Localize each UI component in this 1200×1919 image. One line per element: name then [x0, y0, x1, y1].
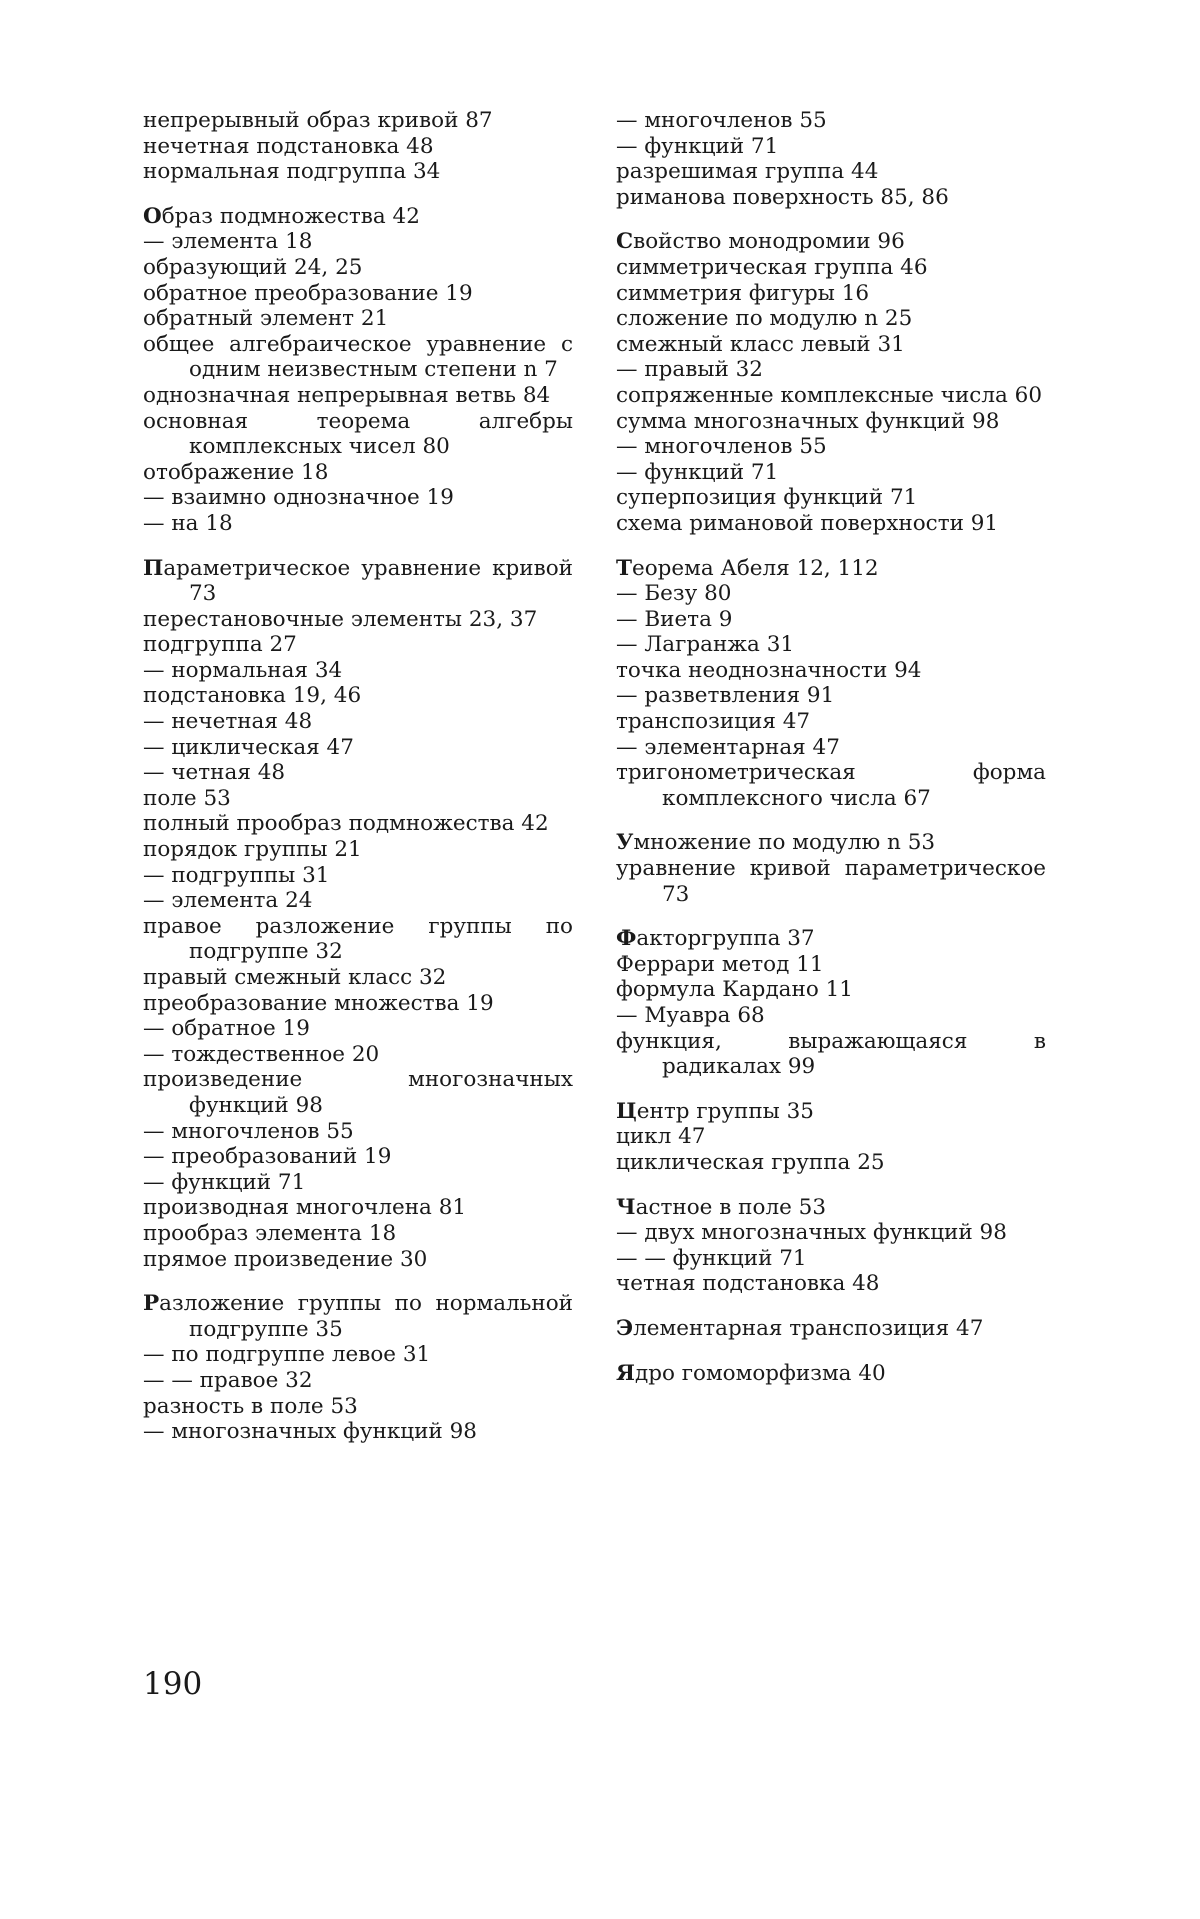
index-entry-text: — взаимно однозначное 19: [143, 485, 454, 511]
index-entry-initial: У: [616, 830, 634, 856]
index-entry-text: непрерывный образ кривой 87: [143, 108, 493, 133]
index-entry: [616, 735, 1046, 761]
index-letter-group: [616, 830, 1046, 907]
index-entry-text: полный прообраз подмножества 42: [143, 811, 549, 837]
index-entry: [143, 1221, 573, 1247]
index-entry-text: — — правое 32: [143, 1367, 313, 1393]
index-entry-text: преобразование множества 19: [143, 990, 494, 1016]
index-entry-text: нечетная подстановка 48: [143, 133, 434, 159]
index-entry: [616, 460, 1046, 486]
index-entry: [143, 1016, 573, 1042]
index-letter-group: [616, 1195, 1046, 1297]
index-entry-text: подгруппа 27: [143, 632, 297, 658]
index-entry: [143, 632, 573, 658]
index-entry-text: — Муавра 68: [616, 1003, 765, 1028]
index-entry: [143, 1394, 573, 1420]
index-entry: [616, 926, 1046, 952]
index-entry-text: — двух многозначных функций 98: [616, 1220, 1007, 1246]
index-entry: [143, 1419, 573, 1445]
index-entry-text: дро гомоморфизма 40: [634, 1360, 886, 1386]
index-entry-text: — — функций 71: [616, 1245, 807, 1271]
index-entry-text: сложение по модулю n 25: [616, 306, 913, 332]
index-entry-initial: Ц: [616, 1098, 637, 1124]
index-entry-text: цикл 47: [616, 1124, 706, 1150]
index-entry-text: разность в поле 53: [143, 1393, 358, 1419]
index-letter-group: [616, 1099, 1046, 1176]
index-entry-text: суперпозиция функций 71: [616, 485, 918, 511]
index-entry-initial: Ф: [616, 926, 637, 952]
index-entry: [143, 485, 573, 511]
index-entry-initial: О: [143, 203, 162, 229]
index-entry: [143, 159, 573, 185]
index-entry-text: обратный элемент 21: [143, 306, 389, 332]
index-entry-text: симметрия фигуры 16: [616, 280, 870, 306]
index-entry-text: прообраз элемента 18: [143, 1220, 397, 1246]
index-entry-text: правое разложение группы по подгруппе 32: [143, 913, 573, 965]
index-entry: [143, 991, 573, 1017]
index-entry: [143, 134, 573, 160]
index-entry: [616, 952, 1046, 978]
index-entry: [616, 632, 1046, 658]
index-entry-initial: Т: [616, 555, 632, 581]
index-entry: [143, 460, 573, 486]
index-entry-initial: С: [616, 229, 634, 255]
index-entry: [143, 1067, 573, 1118]
index-entry-text: уравнение кривой параметрическое 73: [616, 856, 1046, 907]
index-entry: [616, 683, 1046, 709]
index-entry: [616, 607, 1046, 633]
index-entry-text: множение по модулю n 53: [633, 830, 936, 856]
index-entry: [143, 811, 573, 837]
index-entry: [616, 255, 1046, 281]
index-entry: [616, 306, 1046, 332]
index-letter-group: [616, 556, 1046, 812]
index-entry: [616, 1003, 1046, 1029]
page-number: 190: [143, 1666, 203, 1702]
index-entry-text: функция, выражающаяся в радикалах 99: [616, 1028, 1046, 1080]
index-entry-text: транспозиция 47: [616, 709, 811, 735]
index-entry-text: — элемента 24: [143, 888, 313, 914]
index-entry-text: войство монодромии 96: [633, 229, 905, 255]
index-entry: [143, 863, 573, 889]
index-entry-text: — Виета 9: [616, 606, 733, 632]
index-entry-text: Феррари метод 11: [616, 951, 824, 977]
index-entry: [616, 357, 1046, 383]
index-entry-text: — обратное 19: [143, 1016, 310, 1042]
index-entry-text: — нечетная 48: [143, 709, 313, 735]
index-entry: [616, 709, 1046, 735]
index-entry-text: еорема Абеля 12, 112: [632, 555, 879, 581]
index-entry: [616, 1029, 1046, 1080]
index-entry: [143, 607, 573, 633]
index-letter-group: [616, 926, 1046, 1080]
index-entry: [143, 332, 573, 383]
index-entry: [616, 556, 1046, 582]
index-entry-initial: Р: [143, 1291, 160, 1317]
index-letter-group: [616, 1361, 1046, 1387]
index-entry: [143, 1195, 573, 1221]
index-entry: [143, 1144, 573, 1170]
index-entry-text: — элемента 18: [143, 229, 313, 255]
index-entry: [143, 965, 573, 991]
index-entry: [143, 511, 573, 537]
index-entry: [616, 856, 1046, 907]
index-entry-text: — преобразований 19: [143, 1144, 392, 1170]
index-entry-text: симметрическая группа 46: [616, 254, 928, 280]
index-entry: [143, 837, 573, 863]
index-entry: [143, 914, 573, 965]
index-entry-initial: Ч: [616, 1194, 636, 1220]
index-entry: [616, 658, 1046, 684]
index-entry: [616, 511, 1046, 537]
index-entry-text: общее алгебраическое уравнение с одним неизвестным степени n 7: [143, 331, 573, 383]
index-entry-text: — функций 71: [616, 459, 779, 485]
index-entry-text: — нормальная 34: [143, 657, 343, 683]
index-entry: [616, 1124, 1046, 1150]
index-entry-text: циклическая группа 25: [616, 1149, 885, 1175]
index-entry: [616, 581, 1046, 607]
index-entry: [616, 229, 1046, 255]
index-entry-text: — Безу 80: [616, 581, 732, 607]
index-column-left: [143, 108, 573, 1464]
index-entry-text: тригонометрическая форма комплексного числа 67: [616, 760, 1046, 811]
index-entry-text: прямое произведение 30: [143, 1246, 428, 1272]
index-entry: [143, 735, 573, 761]
index-entry: [616, 281, 1046, 307]
index-entry-text: — элементарная 47: [616, 734, 840, 760]
index-entry: [143, 204, 573, 230]
index-entry-text: — Лагранжа 31: [616, 632, 795, 658]
index-entry-text: сумма многозначных функций 98: [616, 408, 1000, 434]
index-entry: [616, 1361, 1046, 1387]
index-entry: [143, 1170, 573, 1196]
index-entry-text: — подгруппы 31: [143, 862, 330, 888]
index-entry-text: — многозначных функций 98: [143, 1419, 477, 1445]
index-entry: [143, 683, 573, 709]
index-entry-text: поле 53: [143, 785, 231, 811]
index-entry: [616, 830, 1046, 856]
index-entry: [616, 760, 1046, 811]
index-entry-text: браз подмножества 42: [161, 203, 420, 229]
index-entry-text: обратное преобразование 19: [143, 280, 473, 306]
index-entry: [616, 434, 1046, 460]
index-entry: [143, 888, 573, 914]
index-entry-text: акторгруппа 37: [636, 926, 815, 952]
index-entry-text: — многочленов 55: [616, 434, 827, 460]
index-entry-text: формула Кардано 11: [616, 977, 853, 1003]
index-entry: [616, 108, 1046, 134]
index-entry-text: лементарная транспозиция 47: [633, 1315, 984, 1341]
index-entry-text: — по подгруппе левое 31: [143, 1342, 431, 1368]
index-letter-group: [143, 108, 573, 185]
index-entry-text: отображение 18: [143, 459, 329, 485]
index-entry-initial: Я: [616, 1360, 635, 1386]
index-letter-group: [143, 556, 573, 1273]
index-entry: [616, 1150, 1046, 1176]
index-entry: [143, 306, 573, 332]
index-entry: [616, 1246, 1046, 1272]
index-letter-group: [616, 1316, 1046, 1342]
index-entry: [143, 760, 573, 786]
index-entry: [143, 1368, 573, 1394]
index-entry: [143, 1119, 573, 1145]
index-entry: [616, 1316, 1046, 1342]
index-entry: [143, 281, 573, 307]
index-entry-text: — многочленов 55: [143, 1118, 354, 1144]
index-letter-group: [616, 229, 1046, 536]
index-entry: [616, 159, 1046, 185]
index-entry: [143, 658, 573, 684]
index-entry-text: — на 18: [143, 510, 233, 536]
index-entry-text: точка неоднозначности 94: [616, 657, 922, 683]
index-entry-text: — функций 71: [616, 133, 779, 159]
index-entry-text: произведение многозначных функций 98: [143, 1067, 573, 1118]
index-entry: [616, 1195, 1046, 1221]
index-entry-text: ентр группы 35: [636, 1098, 814, 1124]
index-entry: [143, 255, 573, 281]
index-entry-text: производная многочлена 81: [143, 1195, 467, 1221]
index-entry: [143, 409, 573, 460]
index-entry: [143, 1291, 573, 1342]
index-entry-initial: Э: [616, 1315, 634, 1341]
index-entry: [143, 383, 573, 409]
index-entry: [143, 556, 573, 607]
index-column-right: [616, 108, 1046, 1405]
index-entry: [143, 1042, 573, 1068]
index-entry-text: — функций 71: [143, 1169, 306, 1195]
index-entry: [616, 185, 1046, 211]
index-entry: [143, 786, 573, 812]
index-entry-text: нормальная подгруппа 34: [143, 159, 441, 185]
index-entry: [143, 229, 573, 255]
index-entry-text: правый смежный класс 32: [143, 965, 447, 990]
index-entry: [143, 1342, 573, 1368]
index-entry-text: образующий 24, 25: [143, 254, 363, 280]
index-entry-initial: П: [143, 555, 164, 581]
index-entry: [616, 1271, 1046, 1297]
index-entry-text: разрешимая группа 44: [616, 159, 879, 185]
index-entry-text: — правый 32: [616, 357, 763, 383]
index-entry: [616, 977, 1046, 1003]
index-entry: [143, 108, 573, 134]
index-entry-text: азложение группы по нормальной подгруппе 35: [159, 1291, 573, 1342]
index-letter-group: [143, 204, 573, 537]
index-entry-text: — многочленов 55: [616, 108, 827, 133]
index-entry-text: араметрическое уравнение кривой 73: [163, 555, 573, 607]
index-entry-text: четная подстановка 48: [616, 1271, 880, 1297]
index-entry: [616, 332, 1046, 358]
index-entry-text: риманова поверхность 85, 86: [616, 184, 949, 210]
index-entry-text: перестановочные элементы 23, 37: [143, 606, 538, 632]
index-letter-group: [143, 1291, 573, 1445]
index-entry: [616, 485, 1046, 511]
index-entry-text: порядок группы 21: [143, 837, 362, 863]
index-entry-text: подстановка 19, 46: [143, 683, 362, 709]
index-entry: [143, 709, 573, 735]
index-entry-text: основная теорема алгебры комплексных чисел 80: [143, 408, 573, 460]
index-entry: [143, 1247, 573, 1273]
index-entry-text: — разветвления 91: [616, 683, 835, 709]
index-letter-group: [616, 108, 1046, 210]
index-entry-text: — тождественное 20: [143, 1041, 380, 1067]
index-entry: [616, 134, 1046, 160]
index-entry-text: — четная 48: [143, 760, 286, 786]
index-entry-text: смежный класс левый 31: [616, 331, 905, 357]
index-entry: [616, 1220, 1046, 1246]
index-entry-text: схема римановой поверхности 91: [616, 510, 999, 536]
index-entry-text: однозначная непрерывная ветвь 84: [143, 382, 551, 408]
index-entry-text: сопряженные комплексные числа 60: [616, 382, 1043, 408]
index-entry-text: — циклическая 47: [143, 734, 354, 760]
index-entry: [616, 1099, 1046, 1125]
index-entry-text: астное в поле 53: [635, 1194, 827, 1220]
index-entry: [616, 409, 1046, 435]
index-entry: [616, 383, 1046, 409]
